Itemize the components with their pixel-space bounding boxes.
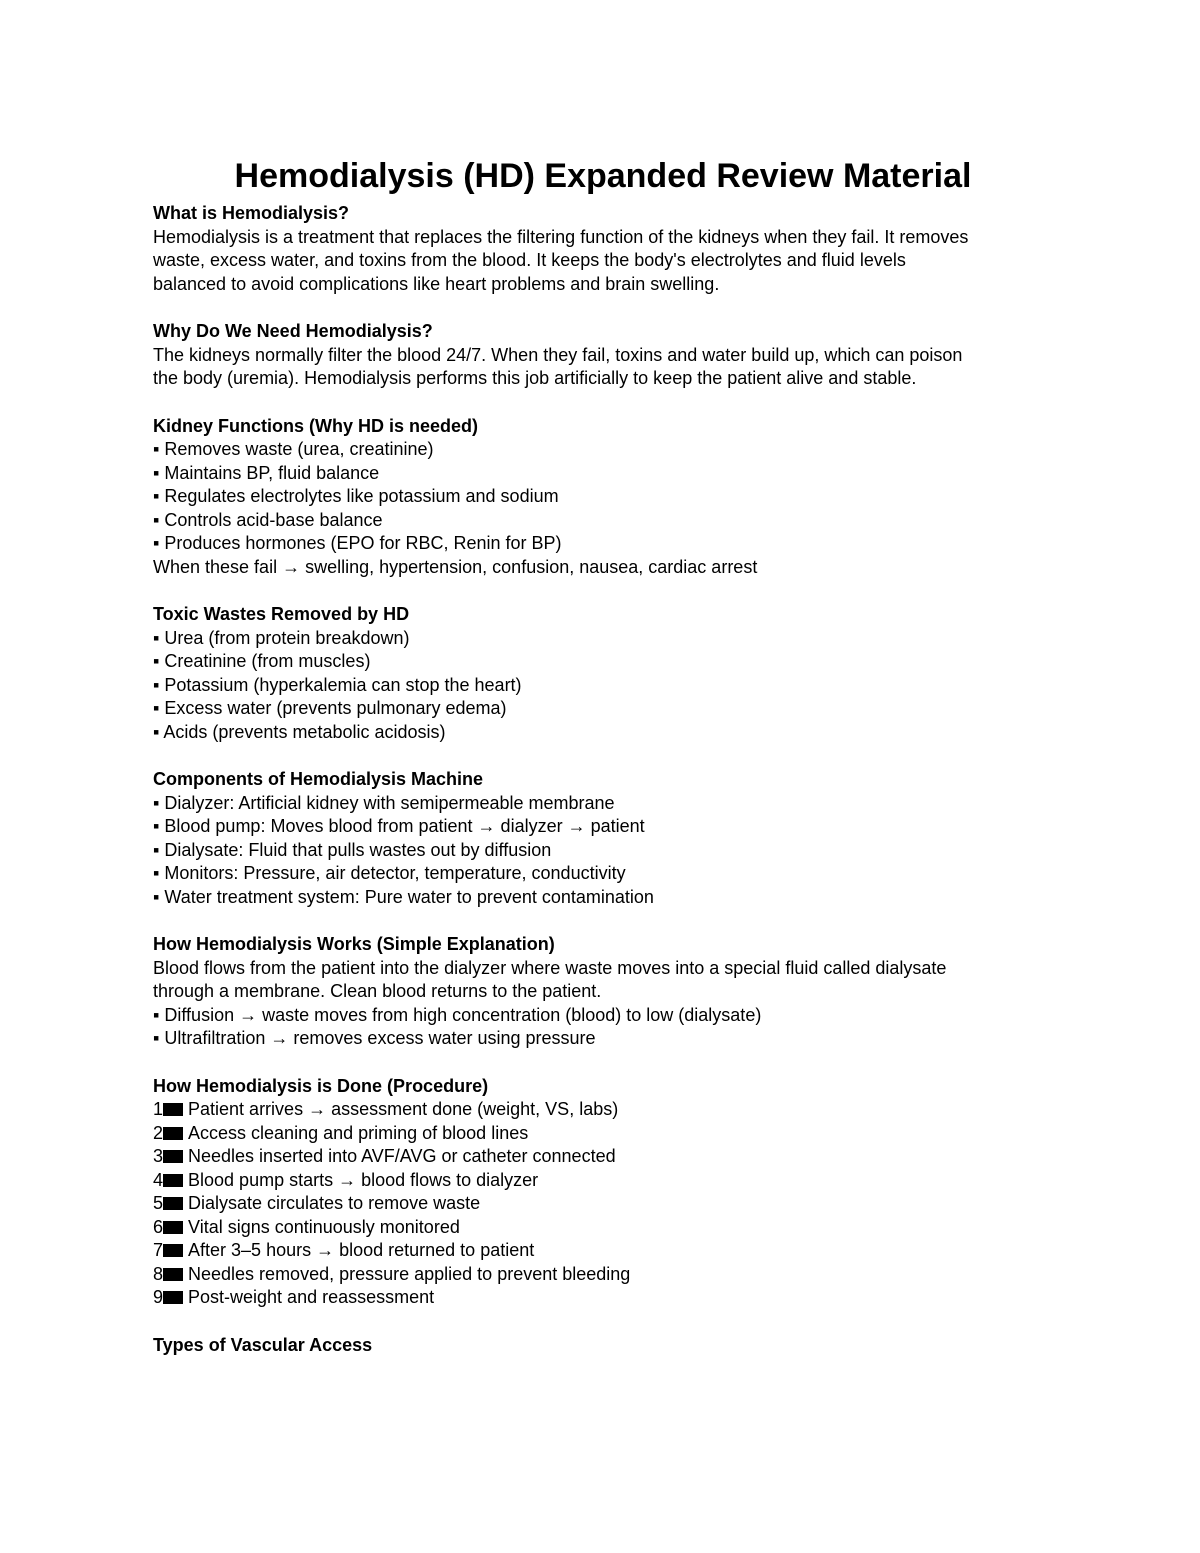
section — [153, 202, 1053, 296]
step-number: 8 — [153, 1263, 164, 1284]
step-text: Access cleaning and priming of blood lines — [188, 1122, 529, 1143]
step-text: Dialysate circulates to remove waste — [188, 1193, 481, 1213]
keycap-glyph-icon — [163, 1291, 183, 1304]
procedure-step — [153, 1098, 1053, 1122]
bullet-item: ▪ Produces hormones (EPO for RBC, Renin for BP) — [153, 533, 562, 553]
paragraph-line: The kidneys normally filter the blood 24/7. When they fail, toxins and water build up, which can poison — [153, 344, 963, 365]
document-page — [153, 150, 1053, 1357]
keycap-glyph-icon — [163, 1268, 183, 1281]
bullet-item: ▪ Dialyzer: Artificial kidney with semipermeable membrane — [153, 792, 615, 813]
bullet-item: ▪ Blood pump: Moves blood from patient → dialyzer → patient — [153, 816, 645, 836]
step-text: Vital signs continuously monitored — [188, 1216, 460, 1237]
section — [153, 933, 1053, 1051]
keycap-glyph-icon — [163, 1174, 183, 1187]
paragraph-line: Hemodialysis is a treatment that replaces the filtering function of the kidneys when they fail. It removes — [153, 226, 969, 247]
step-number: 6 — [153, 1216, 164, 1237]
step-text: After 3–5 hours → blood returned to patient — [188, 1240, 535, 1260]
keycap-glyph-icon — [163, 1244, 183, 1257]
bullet-item: ▪ Water treatment system: Pure water to prevent contamination — [153, 886, 654, 907]
bullet-item: ▪ Urea (from protein breakdown) — [153, 627, 410, 648]
paragraph-line: the body (uremia). Hemodialysis performs this job artificially to keep the patient alive and stable. — [153, 368, 917, 388]
section — [153, 768, 1053, 909]
step-number: 5 — [153, 1193, 164, 1213]
step-number: 3 — [153, 1146, 164, 1166]
procedure-step — [153, 1192, 1053, 1216]
document-body — [153, 202, 1053, 1357]
procedure-step — [153, 1216, 1053, 1240]
procedure-section — [153, 1075, 1053, 1310]
paragraph-line: Blood flows from the patient into the dialyzer where waste moves into a special fluid called dialysate — [153, 957, 947, 978]
section — [153, 320, 1053, 391]
step-text: Post-weight and reassessment — [188, 1287, 435, 1307]
bullet-item: ▪ Creatinine (from muscles) — [153, 651, 371, 671]
keycap-glyph-icon — [163, 1197, 183, 1210]
bullet-item: ▪ Diffusion → waste moves from high concentration (blood) to low (dialysate) — [153, 1004, 762, 1025]
step-number: 1 — [153, 1099, 164, 1119]
bullet-item: ▪ Ultrafiltration → removes excess water using pressure — [153, 1028, 596, 1048]
procedure-step — [153, 1145, 1053, 1169]
step-number: 4 — [153, 1169, 164, 1190]
keycap-glyph-icon — [163, 1103, 183, 1116]
paragraph-line: balanced to avoid complications like heart problems and brain swelling. — [153, 273, 720, 294]
step-text: Blood pump starts → blood flows to dialyzer — [188, 1169, 539, 1190]
section-heading: How Hemodialysis is Done (Procedure) — [153, 1075, 489, 1096]
step-text: Patient arrives → assessment done (weight, VS, labs) — [188, 1099, 619, 1119]
keycap-glyph-icon — [163, 1127, 183, 1140]
section-heading: Kidney Functions (Why HD is needed) — [153, 415, 479, 436]
procedure-step — [153, 1239, 1053, 1263]
section — [153, 1334, 1053, 1358]
keycap-glyph-icon — [163, 1221, 183, 1234]
procedure-step — [153, 1286, 1053, 1310]
section-heading: What is Hemodialysis? — [153, 203, 350, 223]
bullet-item: ▪ Maintains BP, fluid balance — [153, 462, 380, 483]
section-heading: Toxic Wastes Removed by HD — [153, 604, 410, 624]
bullet-item: ▪ Removes waste (urea, creatinine) — [153, 439, 434, 459]
document-title: Hemodialysis (HD) Expanded Review Material — [234, 157, 972, 195]
step-text: Needles removed, pressure applied to prevent bleeding — [188, 1263, 631, 1284]
procedure-step — [153, 1169, 1053, 1193]
section-heading: Types of Vascular Access — [153, 1334, 373, 1355]
keycap-glyph-icon — [163, 1150, 183, 1163]
section-heading: Components of Hemodialysis Machine — [153, 769, 484, 789]
bullet-item: ▪ Controls acid-base balance — [153, 509, 383, 530]
step-number: 7 — [153, 1240, 164, 1260]
bullet-item: ▪ Excess water (prevents pulmonary edema) — [153, 698, 507, 718]
section-heading: How Hemodialysis Works (Simple Explanation) — [153, 934, 555, 954]
section — [153, 603, 1053, 744]
section — [153, 415, 1053, 580]
step-text: Needles inserted into AVF/AVG or catheter connected — [188, 1146, 616, 1166]
bullet-item: ▪ Regulates electrolytes like potassium and sodium — [153, 486, 559, 506]
bullet-item: ▪ Dialysate: Fluid that pulls wastes out by diffusion — [153, 839, 552, 860]
step-number: 9 — [153, 1287, 164, 1307]
procedure-step — [153, 1122, 1053, 1146]
bullet-item: ▪ Potassium (hyperkalemia can stop the heart) — [153, 674, 522, 695]
bullet-item: ▪ Acids (prevents metabolic acidosis) — [153, 721, 446, 742]
step-number: 2 — [153, 1122, 164, 1143]
bullet-item: ▪ Monitors: Pressure, air detector, temperature, conductivity — [153, 863, 626, 883]
paragraph-line: When these fail → swelling, hypertension, confusion, nausea, cardiac arrest — [153, 556, 758, 577]
paragraph-line: waste, excess water, and toxins from the blood. It keeps the body's electrolytes and fluid levels — [153, 250, 906, 270]
section-heading: Why Do We Need Hemodialysis? — [153, 321, 433, 341]
procedure-step — [153, 1263, 1053, 1287]
paragraph-line: through a membrane. Clean blood returns to the patient. — [153, 981, 602, 1001]
